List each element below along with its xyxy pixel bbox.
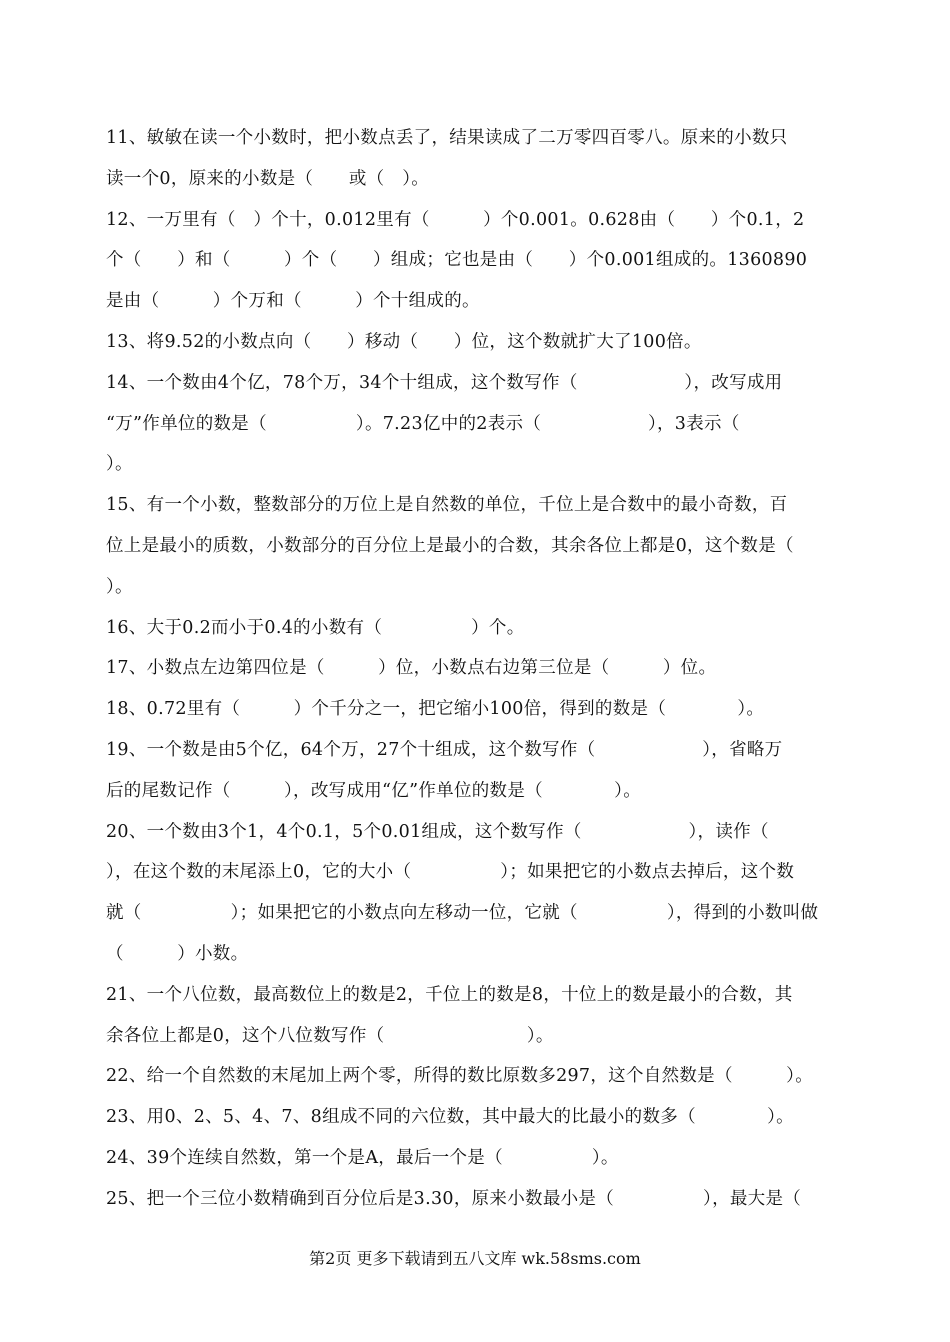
question-line: 读一个0，原来的小数是（ 或（ ）。 [106,168,430,189]
question-15 [106,485,850,607]
question-18 [106,689,850,730]
question-line: 余各位上都是0，这个八位数写作（ ）。 [106,1025,554,1046]
question-line: 11、敏敏在读一个小数时，把小数点丢了，结果读成了二万零四百零八。原来的小数只 [106,128,788,148]
question-23 [106,1097,850,1138]
question-20 [106,812,850,975]
question-line: 个（ ）和（ ）个（ ）组成；它也是由（ ）个0.001组成的。1360890 [106,250,808,271]
question-line: ）。 [106,576,133,597]
question-line: 是由（ ）个万和（ ）个十组成的。 [106,291,480,312]
question-line: 就（ ）；如果把它的小数点向左移动一位，它就（ ），得到的小数叫做 [106,903,819,924]
question-line: 24、39个连续自然数，第一个是A，最后一个是（ ）。 [106,1147,619,1168]
question-line: “万”作单位的数是（ ）。7.23亿中的2表示（ ），3表示（ [106,413,740,434]
question-16 [106,608,850,649]
question-line: 25、把一个三位小数精确到百分位后是3.30，原来小数最小是（ ），最大是（ [106,1188,802,1209]
question-line: 19、一个数是由5个亿，64个万，27个十组成，这个数写作（ ），省略万 [106,739,783,760]
page-footer: 第2页 更多下载请到五八文库 wk.58sms.com [309,1249,641,1268]
question-line: 23、用0、2、5、4、7、8组成不同的六位数，其中最大的比最小的数多（ ）。 [106,1107,794,1128]
question-line: 12、一万里有（ ）个十，0.012里有（ ）个0.001。0.628由（ ）个0.1，2 [106,209,805,230]
question-line: 20、一个数由3个1，4个0.1，5个0.01组成，这个数写作（ ），读作（ [106,821,769,842]
question-line: 21、一个八位数，最高数位上的数是2，千位上的数是8，十位上的数是最小的合数，其 [106,984,793,1005]
question-line: 后的尾数记作（ ），改写成用“亿”作单位的数是（ ）。 [106,780,641,801]
question-25 [106,1179,850,1220]
question-line: （ ）小数。 [106,943,249,964]
question-17 [106,648,850,689]
question-line: 15、有一个小数，整数部分的万位上是自然数的单位，千位上是合数中的最小奇数，百 [106,495,788,516]
question-24 [106,1138,850,1179]
question-13 [106,322,850,363]
question-19 [106,730,850,812]
question-21 [106,975,850,1057]
question-22 [106,1056,850,1097]
question-line: 13、将9.52的小数点向（ ）移动（ ）位，这个数就扩大了100倍。 [106,331,702,352]
question-line: ），在这个数的末尾添上0，它的大小（ ）；如果把它的小数点去掉后，这个数 [106,862,795,883]
question-line: 14、一个数由4个亿，78个万，34个十组成，这个数写作（ ），改写成用 [106,372,783,393]
question-line: 22、给一个自然数的末尾加上两个零，所得的数比原数多297，这个自然数是（ ）。 [106,1066,814,1087]
question-list [106,118,850,1220]
question-11 [106,118,850,200]
question-line: 位上是最小的质数，小数部分的百分位上是最小的合数，其余各位上都是0，这个数是（ [106,535,794,556]
question-14 [106,363,850,485]
question-12 [106,200,850,322]
question-line: 16、大于0.2而小于0.4的小数有（ ）个。 [106,617,525,638]
question-line: 17、小数点左边第四位是（ ）位，小数点右边第三位是（ ）位。 [106,658,717,679]
question-line: 18、0.72里有（ ）个千分之一，把它缩小100倍，得到的数是（ ）。 [106,699,765,720]
question-line: ）。 [106,454,133,475]
